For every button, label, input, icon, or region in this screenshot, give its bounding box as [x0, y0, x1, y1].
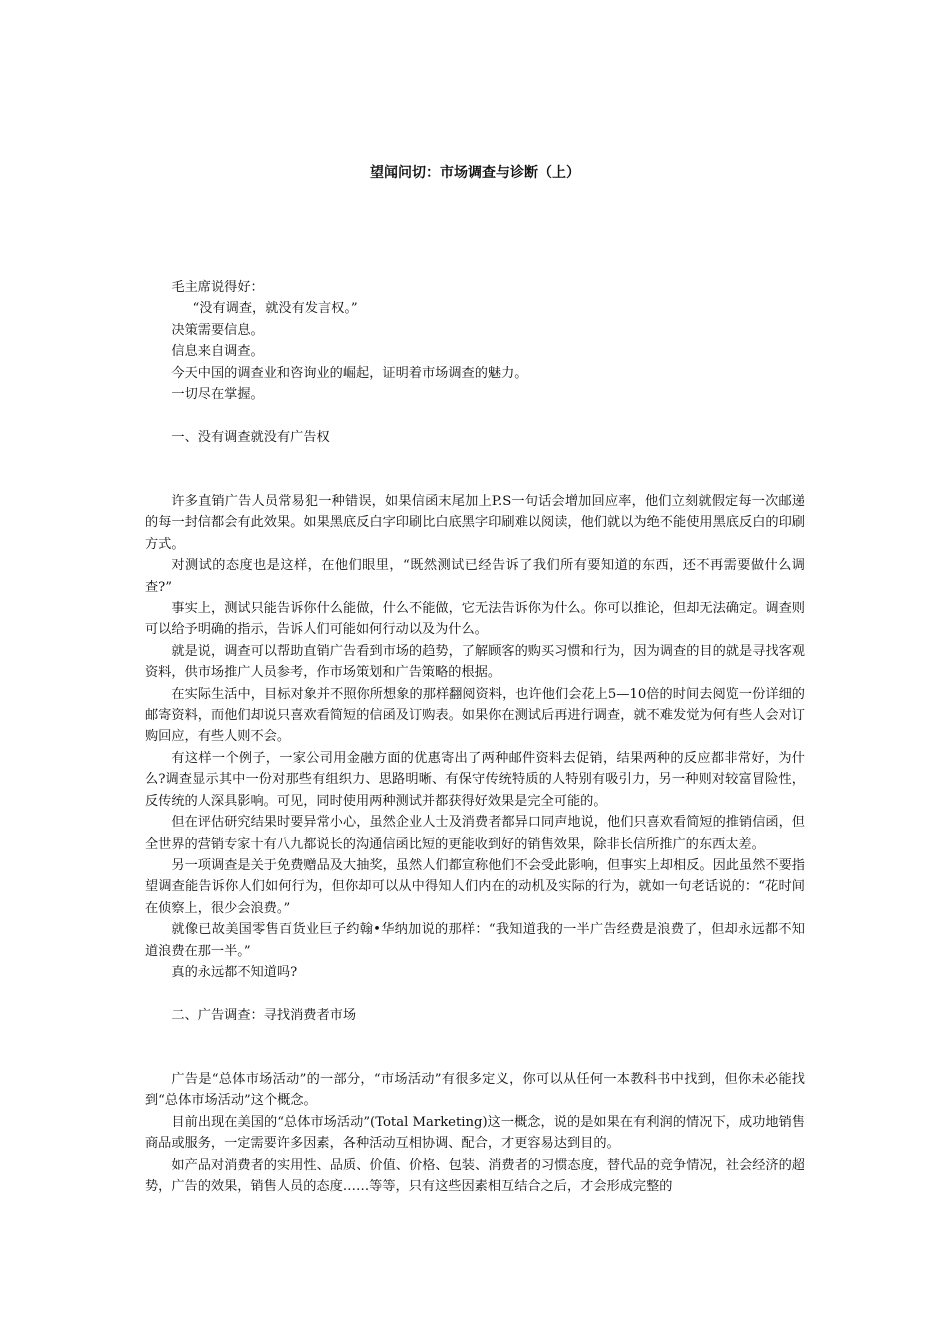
intro-line: 毛主席说得好：	[171, 280, 264, 295]
spacer	[145, 983, 805, 1004]
paragraph: 但在评估研究结果时要异常小心，虽然企业人士及消费者都异口同声地说，他们只喜欢看简短的推销信函，但全世界的营销专家十有八九都说长的沟通信函比短的更能收到好的销售效果，除非长信所推广的东西太差。	[145, 815, 805, 852]
intro-line: 信息来自调查。	[171, 344, 264, 360]
intro-quote: “没有调查，就没有发言权。”	[192, 301, 358, 317]
paragraph: 事实上，测试只能告诉你什么能做，什么不能做，它无法告诉你为什么。你可以推论，但却无法确定。调查则可以给予明确的指示，告诉人们可能如何行动以及为什么。	[145, 601, 805, 638]
paragraph: 有这样一个例子，一家公司用金融方面的优惠寄出了两种邮件资料去促销，结果两种的反应都非常好，为什么?调查显示其中一份对那些有组织力、思路明晰、有保守传统特质的人特别有吸引力，另一种则对较富冒险性，反传统的人深具影响。可见，同时使用两种测试并都获得好效果是完全可能的。	[145, 750, 805, 809]
paragraph: 真的永远都不知道吗?	[171, 964, 298, 980]
paragraph: 目前出现在美国的“总体市场活动”(Total Marketing)这一概念，说的是如果在有利润的情况下，成功地销售商品或服务，一定需要许多因素，各种活动互相协调、配合，才更容易达到目的。	[145, 1114, 805, 1152]
section-heading-2: 二、广告调查：寻找消费者市场	[171, 1007, 357, 1023]
paragraph: 对测试的态度也是这样，在他们眼里，“既然测试已经告诉了我们所有要知道的东西，还不再需要做什么调查?”	[145, 558, 805, 595]
paragraph: 在实际生活中，目标对象并不照你所想象的那样翻阅资料，也许他们会花上5—10倍的时间去阅览一份详细的邮寄资料，而他们却说只喜欢看简短的信函及订购表。如果你在测试后再进行调查，就不难发觉为何有些人会对订购回应，有些人则不会。	[145, 686, 805, 745]
intro-line: 今天中国的调查业和咨询业的崛起，证明着市场调查的魅力。	[171, 365, 528, 381]
spacer	[145, 1026, 805, 1047]
section-heading-1: 一、没有调查就没有广告权	[171, 429, 330, 445]
paragraph: 如产品对消费者的实用性、品质、价值、价格、包装、消费者的习惯态度，替代品的竞争情况，社会经济的超势，广告的效果，销售人员的态度……等等，只有这些因素相互结合之后，才会形成完整的	[145, 1157, 805, 1194]
spacer	[145, 448, 805, 469]
intro-line: 决策需要信息。	[171, 322, 264, 338]
paragraph: 就是说，调查可以帮助直销广告看到市场的趋势，了解顾客的购买习惯和行为，因为调查的目的就是寻找客观资料，供市场推广人员参考，作市场策划和广告策略的根据。	[145, 643, 805, 681]
paragraph: 另一项调查是关于免费赠品及大抽奖，虽然人们都宣称他们不会受此影响，但事实上却相反。因此虽然不要指望调查能告诉你人们如何行为，但你却可以从中得知人们内在的动机及实际的行为，就如一句老话说的：“花时间在侦察上，很少会浪费。”	[145, 857, 805, 916]
paragraph: 广告是“总体市场活动”的一部分，“市场活动”有很多定义，你可以从任何一本教科书中找到，但你未必能找到“总体市场活动”这个概念。	[145, 1071, 805, 1109]
intro-line: 一切尽在掌握。	[171, 387, 264, 403]
paragraph: 就像已故美国零售百货业巨子约翰•华纳加说的那样：“我知道我的一半广告经费是浪费了，但却永远都不知道浪费在那一半。”	[145, 922, 805, 959]
paragraph: 许多直销广告人员常易犯一种错误，如果信函末尾加上P.S一句话会增加回应率，他们立刻就假定每一次邮递的每一封信都会有此效果。如果黑底反白字印刷比白底黑字印刷难以阅读，他们就以为绝不能使用黑底反白的印刷方式。	[145, 494, 805, 552]
document-body	[145, 277, 805, 1197]
spacer	[145, 470, 805, 491]
spacer	[145, 1048, 805, 1069]
document-title: 望闻问切：市场调查与诊断（上）	[370, 165, 580, 181]
spacer	[145, 405, 805, 426]
